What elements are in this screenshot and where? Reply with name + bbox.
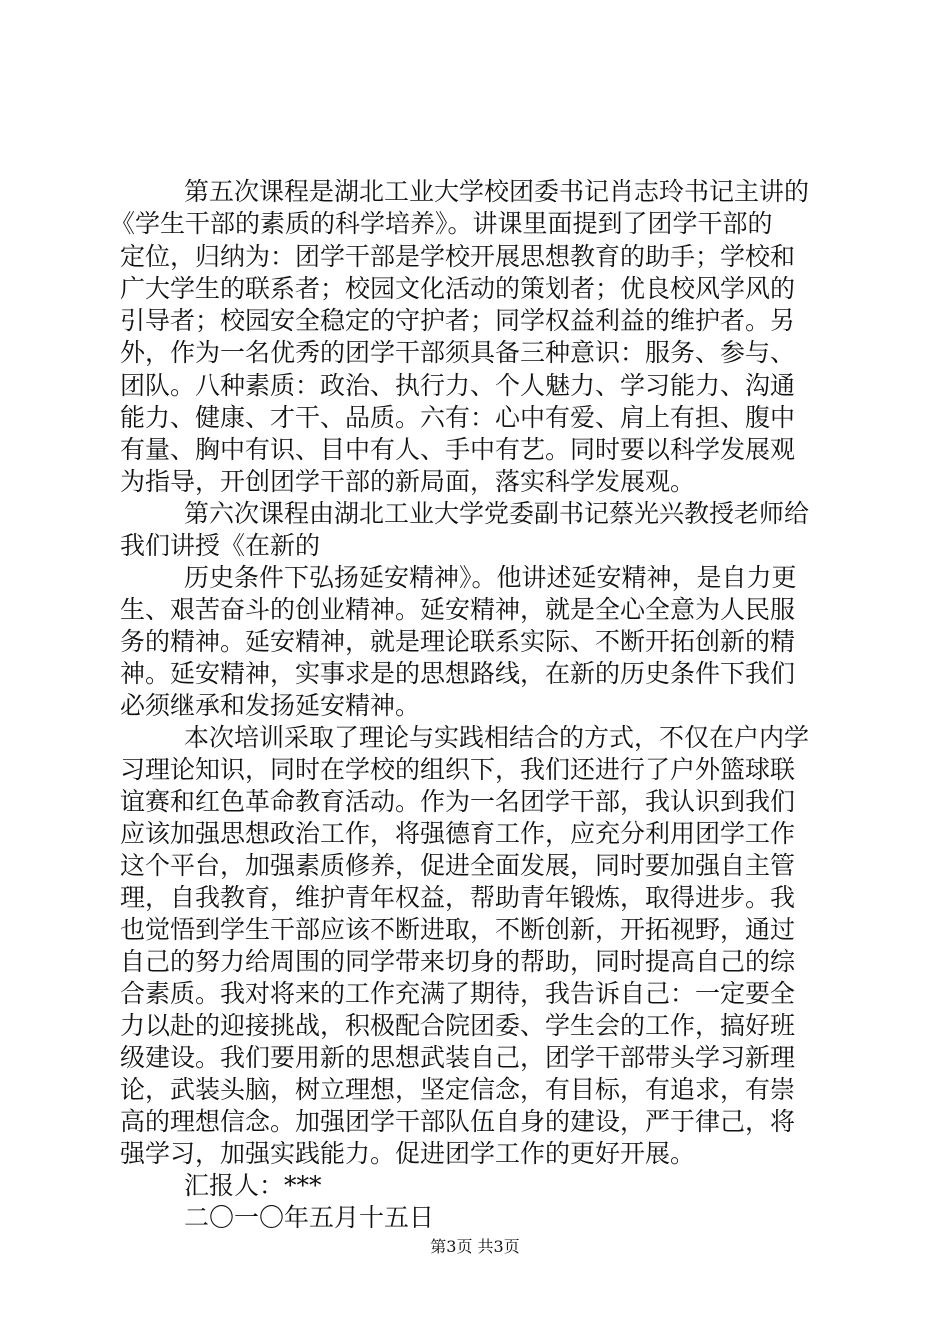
text-line-6: 外，作为一名优秀的团学干部须具备三种意识：服务、参与、: [120, 338, 796, 367]
text-line-22: 这个平台，加强素质修养，促进全面发展，同时要加强自主管: [120, 851, 796, 880]
text-line-1: 第五次课程是湖北工业大学校团委书记肖志玲书记主讲的: [184, 177, 810, 206]
text-line-23: 理，自我教育，维护青年权益，帮助青年锻炼，取得进步。我: [120, 883, 796, 912]
text-line-31: 强学习，加强实践能力。促进团学工作的更好开展。: [120, 1139, 696, 1168]
text-line-16: 神。延安精神，实事求是的思想路线，在新的历史条件下我们: [120, 659, 796, 688]
text-line-17: 必须继承和发扬延安精神。: [120, 691, 421, 720]
text-line-30: 高的理想信念。加强团学干部队伍自身的建设，严于律己，将: [120, 1107, 796, 1136]
text-line-14: 生、艰苦奋斗的创业精神。延安精神，就是全心全意为人民服: [120, 595, 796, 624]
text-line-13: 历史条件下弘扬延安精神》。他讲述延安精神，是自力更: [184, 563, 797, 592]
text-line-5: 引导者；校园安全稳定的守护者；同学权益利益的维护者。另: [120, 306, 796, 335]
text-line-9: 有量、胸中有识、目中有人、手中有艺。同时要以科学发展观: [120, 435, 796, 464]
text-line-8: 能力、健康、才干、品质。六有：心中有爱、肩上有担、腹中: [120, 403, 796, 432]
text-line-25: 自己的努力给周围的同学带来切身的帮助，同时提高自己的综: [120, 947, 796, 976]
text-line-3: 定位，归纳为：团学干部是学校开展思想教育的助手；学校和: [120, 242, 796, 271]
text-line-21: 应该加强思想政治工作，将强德育工作，应充分利用团学工作: [120, 819, 796, 848]
text-line-29: 论，武装头脑，树立理想，坚定信念，有目标，有追求，有崇: [120, 1075, 796, 1104]
text-line-10: 为指导，开创团学干部的新局面，落实科学发展观。: [120, 467, 696, 496]
reporter-line: 汇报人：***: [184, 1171, 322, 1200]
text-line-28: 级建设。我们要用新的思想武装自己，团学干部带头学习新理: [120, 1043, 796, 1072]
date-line: 二〇一〇年五月十五日: [184, 1203, 435, 1232]
text-line-19: 习理论知识，同时在学校的组织下，我们还进行了户外篮球联: [120, 755, 796, 784]
text-line-2: 《学生干部的素质的科学培养》。讲课里面提到了团学干部的: [110, 209, 773, 238]
text-line-26: 合素质。我对将来的工作充满了期待，我告诉自己：一定要全: [120, 979, 796, 1008]
text-line-24: 也觉悟到学生干部应该不断进取，不断创新，开拓视野，通过: [120, 915, 796, 944]
text-line-11: 第六次课程由湖北工业大学党委副书记蔡光兴教授老师给: [184, 499, 810, 528]
text-line-20: 谊赛和红色革命教育活动。作为一名团学干部，我认识到我们: [120, 787, 796, 816]
text-line-27: 力以赴的迎接挑战，积极配合院团委、学生会的工作，搞好班: [120, 1011, 796, 1040]
text-line-12: 我们讲授《在新的: [120, 531, 321, 560]
text-line-7: 团队。八种素质：政治、执行力、个人魅力、学习能力、沟通: [120, 371, 796, 400]
text-line-4: 广大学生的联系者；校园文化活动的策划者；优良校风学风的: [120, 274, 796, 303]
text-line-15: 务的精神。延安精神，就是理论联系实际、不断开拓创新的精: [120, 627, 796, 656]
text-line-18: 本次培训采取了理论与实践相结合的方式，不仅在户内学: [184, 723, 810, 752]
page-footer: 第3页 共3页: [430, 1237, 520, 1256]
